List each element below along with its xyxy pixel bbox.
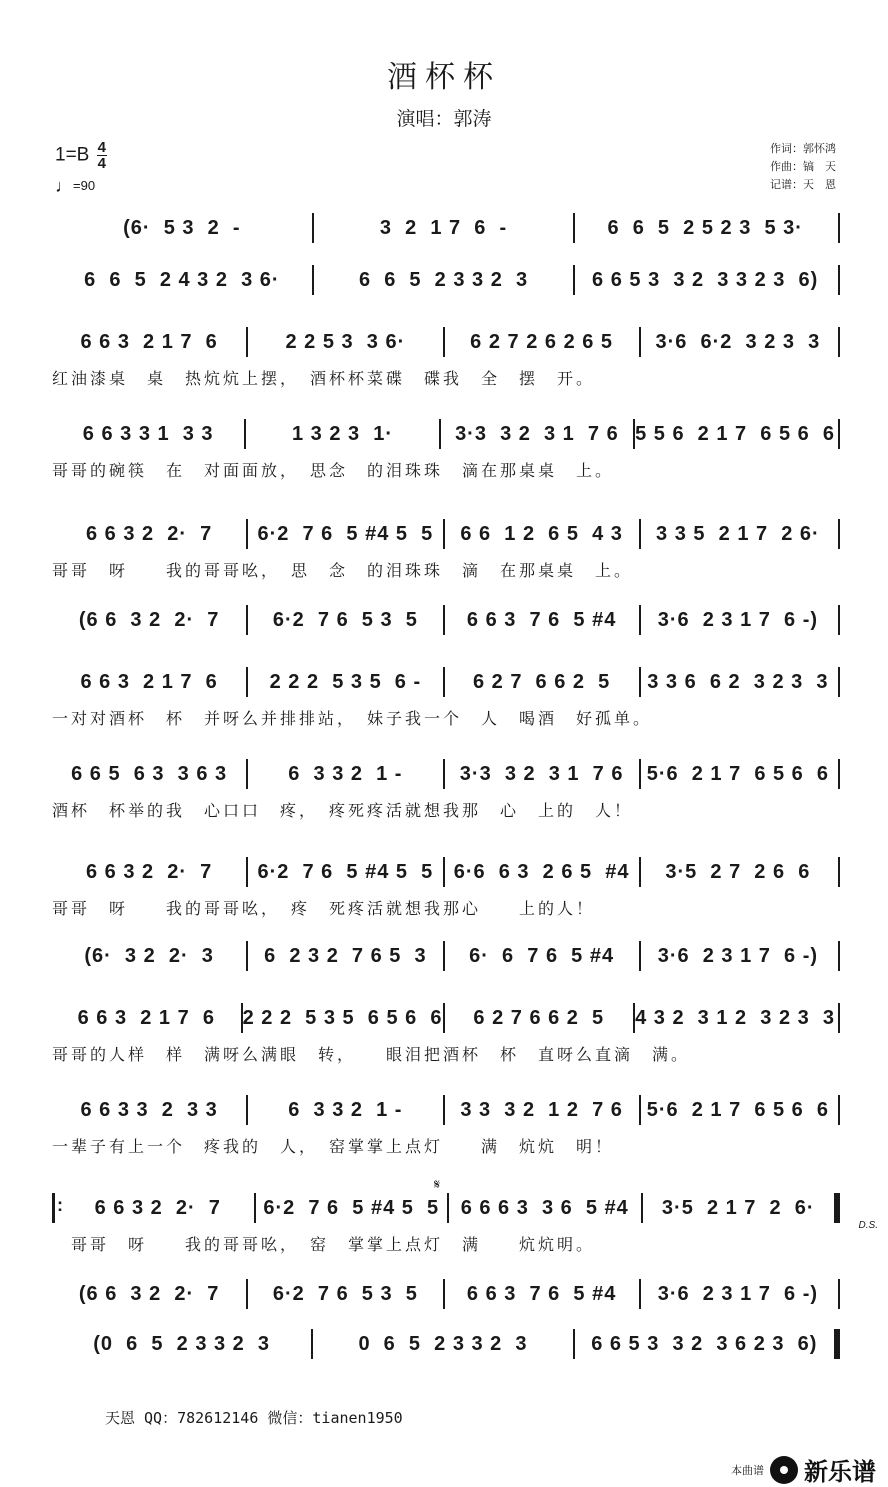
lyrics-row: 哥哥 呀 我的哥哥吆， 窑 掌掌上点灯 满 炕炕明。 bbox=[52, 1235, 596, 1254]
repeat-start-sign bbox=[52, 1193, 62, 1223]
key-signature bbox=[55, 140, 107, 171]
notes-row bbox=[52, 760, 840, 788]
measure: 6 6 5 2 3 3 2 3 bbox=[358, 268, 529, 291]
ds-mark: D.S. bbox=[858, 1220, 878, 1231]
notes-row bbox=[52, 1330, 840, 1358]
measure: 6 6 6 3 3 6 5 #4 bbox=[460, 1196, 629, 1219]
measure: 6 3 3 2 1 - bbox=[288, 762, 403, 785]
bar-line bbox=[838, 605, 840, 635]
tempo-value: =90 bbox=[73, 178, 96, 193]
measure: 4 3 2 3 1 2 3 2 3 3 bbox=[635, 1006, 835, 1029]
bar-line bbox=[838, 1095, 840, 1125]
lyrics-row: 酒杯 杯举的我 心口口 疼， 疼死疼活就想我那 心 上的 人！ bbox=[52, 801, 634, 820]
measure: 6 6 3 2 1 7 6 bbox=[80, 670, 218, 693]
measure: 6·2 7 6 5 #4 5 5 bbox=[263, 1196, 440, 1219]
measure: 5 5 6 2 1 7 6 5 6 6 bbox=[635, 422, 835, 445]
final-barline bbox=[834, 1193, 840, 1223]
lyrics-row: 哥哥的碗筷 在 对面面放， 思念 的泪珠珠 滴在那桌桌 上。 bbox=[52, 461, 615, 480]
measure: 3·6 2 3 1 7 6 -) bbox=[657, 1282, 819, 1305]
notes-row bbox=[52, 1280, 840, 1308]
measure: 6·6 6 3 2 6 5 #4 bbox=[453, 860, 630, 883]
measure: 6 6 3 2 2· 7 bbox=[85, 522, 213, 545]
measure: 3 3 6 6 2 3 2 3 3 bbox=[647, 670, 829, 693]
measure: 6 2 3 2 7 6 5 3 bbox=[264, 944, 427, 967]
notes-row bbox=[52, 1004, 840, 1032]
measure: 6 6 5 2 4 3 2 3 6· bbox=[84, 268, 280, 291]
bar-line bbox=[838, 213, 840, 243]
measure: 6 6 3 2 2· 7 bbox=[94, 1196, 221, 1219]
lyrics-row: 哥哥的人样 样 满呀么满眼 转， 眼泪把酒杯 杯 直呀么直滴 满。 bbox=[52, 1045, 691, 1064]
song-title: 酒杯杯 bbox=[387, 60, 501, 95]
measure: 6 3 3 2 1 - bbox=[288, 1098, 403, 1121]
measure: 6 2 7 6 6 2 5 bbox=[472, 670, 611, 693]
measure: 2 2 5 3 3 6· bbox=[285, 330, 406, 353]
notes-row bbox=[52, 266, 840, 294]
measure: 2 2 2 5 3 5 6 5 6 6 bbox=[242, 1006, 443, 1029]
record-icon bbox=[770, 1456, 798, 1484]
lyrics-row: 红油漆桌 桌 热炕炕上摆， 酒杯杯菜碟 碟我 全 摆 开。 bbox=[52, 369, 596, 388]
bar-line bbox=[838, 327, 840, 357]
measure: 3 3 5 2 1 7 2 6· bbox=[656, 522, 820, 545]
measure: 3 2 1 7 6 - bbox=[379, 216, 508, 239]
measure: 6 6 3 2 1 7 6 bbox=[80, 330, 218, 353]
measure: 3 3 3 2 1 2 7 6 bbox=[460, 1098, 623, 1121]
measure: 6 6 5 2 5 2 3 5 3· bbox=[607, 216, 803, 239]
bar-line bbox=[838, 941, 840, 971]
notes-row bbox=[52, 1096, 840, 1124]
notes-row bbox=[52, 214, 840, 242]
measure: 6 6 3 7 6 5 #4 bbox=[466, 608, 617, 631]
measure: (6 6 3 2 2· 7 bbox=[78, 608, 220, 631]
measure: 6 6 1 2 6 5 4 3 bbox=[460, 522, 623, 545]
bar-line bbox=[838, 419, 840, 449]
bar-line bbox=[838, 1003, 840, 1033]
segno-icon: 𝄋 bbox=[434, 1176, 441, 1192]
measure: 3·6 6·2 3 2 3 3 bbox=[655, 330, 821, 353]
lyrics-row: 一对对酒杯 杯 并呀么并排排站， 妹子我一个 人 喝酒 好孤单。 bbox=[52, 709, 653, 728]
measure: (6· 5 3 2 - bbox=[123, 216, 241, 239]
key-label: 1=B bbox=[55, 144, 90, 166]
time-top: 4 bbox=[97, 139, 106, 156]
time-signature bbox=[97, 140, 107, 171]
measure: 3·5 2 1 7 2 6· bbox=[661, 1196, 815, 1219]
measure: 6 6 3 7 6 5 #4 bbox=[466, 1282, 617, 1305]
bar-line bbox=[838, 519, 840, 549]
tempo-mark bbox=[55, 176, 95, 197]
lyrics-row: 哥哥 呀 我的哥哥吆， 疼 死疼活就想我那心 上的人！ bbox=[52, 899, 596, 918]
credits bbox=[770, 140, 836, 194]
bar-line bbox=[838, 265, 840, 295]
brand-logo bbox=[731, 1452, 876, 1487]
time-bottom: 4 bbox=[97, 155, 106, 172]
measure: 6·2 7 6 5 #4 5 5 bbox=[257, 860, 434, 883]
measure: 6 2 7 2 6 2 6 5 bbox=[470, 330, 614, 353]
measure: 6· 6 7 6 5 #4 bbox=[469, 944, 615, 967]
notes-row bbox=[52, 858, 840, 886]
lyrics-row: 哥哥 呀 我的哥哥吆， 思 念 的泪珠珠 滴 在那桌桌 上。 bbox=[52, 561, 634, 580]
measure: 6 6 3 2 1 7 6 bbox=[77, 1006, 215, 1029]
lyrics-row: 一辈子有上一个 疼我的 人， 窑掌掌上点灯 满 炕炕 明！ bbox=[52, 1137, 615, 1156]
composer: 作曲：镐 天 bbox=[770, 160, 836, 173]
measure: (6 6 3 2 2· 7 bbox=[78, 1282, 220, 1305]
quarter-note-icon: ♩ bbox=[55, 176, 73, 196]
brand-name: 新乐谱 bbox=[804, 1458, 876, 1486]
measure: 3·6 2 3 1 7 6 -) bbox=[657, 608, 819, 631]
footer-contact: 天恩 QQ：782612146 微信：tianen1950 bbox=[105, 1409, 403, 1427]
measure: 1 3 2 3 1· bbox=[292, 422, 394, 445]
measure: 3·3 3 2 3 1 7 6 bbox=[455, 422, 619, 445]
notes-row bbox=[52, 1194, 840, 1222]
measure: 6 6 3 3 1 3 3 bbox=[82, 422, 214, 445]
measure: 3·6 2 3 1 7 6 -) bbox=[657, 944, 819, 967]
measure: 6·2 7 6 5 3 5 bbox=[272, 1282, 418, 1305]
notes-row bbox=[52, 420, 840, 448]
measure: 3·3 3 2 3 1 7 6 bbox=[459, 762, 624, 785]
bar-line bbox=[838, 667, 840, 697]
measure: 0 6 5 2 3 3 2 3 bbox=[358, 1332, 528, 1355]
notes-row bbox=[52, 942, 840, 970]
measure: 2 2 2 5 3 5 6 - bbox=[269, 670, 422, 693]
measure: 6·2 7 6 5 #4 5 5 bbox=[257, 522, 434, 545]
transcriber: 记谱：天 恩 bbox=[770, 178, 836, 191]
measure: 6 2 7 6 6 2 5 bbox=[473, 1006, 605, 1029]
notes-row bbox=[52, 606, 840, 634]
measure: 5·6 2 1 7 6 5 6 6 bbox=[646, 762, 830, 785]
singer-line: 演唱：郭涛 bbox=[396, 108, 492, 130]
notes-row bbox=[52, 328, 840, 356]
measure: 6 6 3 2 2· 7 bbox=[85, 860, 213, 883]
notes-row bbox=[52, 668, 840, 696]
measure: 6 6 3 3 2 3 3 bbox=[80, 1098, 218, 1121]
measure: 5·6 2 1 7 6 5 6 6 bbox=[646, 1098, 830, 1121]
measure: 6 6 5 3 3 2 3 3 2 3 6) bbox=[592, 268, 819, 291]
measure: 6 6 5 3 3 2 3 6 2 3 6) bbox=[591, 1332, 818, 1355]
bar-line bbox=[838, 857, 840, 887]
measure: 6·2 7 6 5 3 5 bbox=[272, 608, 418, 631]
measure: (6· 3 2 2· 3 bbox=[84, 944, 214, 967]
measure: 3·5 2 7 2 6 6 bbox=[665, 860, 811, 883]
measure: 6 6 5 6 3 3 6 3 bbox=[71, 762, 228, 785]
brand-small: 本曲谱 bbox=[731, 1463, 764, 1477]
repeat-end-sign bbox=[838, 1279, 840, 1309]
measure: (0 6 5 2 3 3 2 3 bbox=[93, 1332, 271, 1355]
final-barline bbox=[834, 1329, 840, 1359]
lyricist: 作词：郭怀鸿 bbox=[770, 142, 836, 155]
bar-line bbox=[838, 759, 840, 789]
notes-row bbox=[52, 520, 840, 548]
